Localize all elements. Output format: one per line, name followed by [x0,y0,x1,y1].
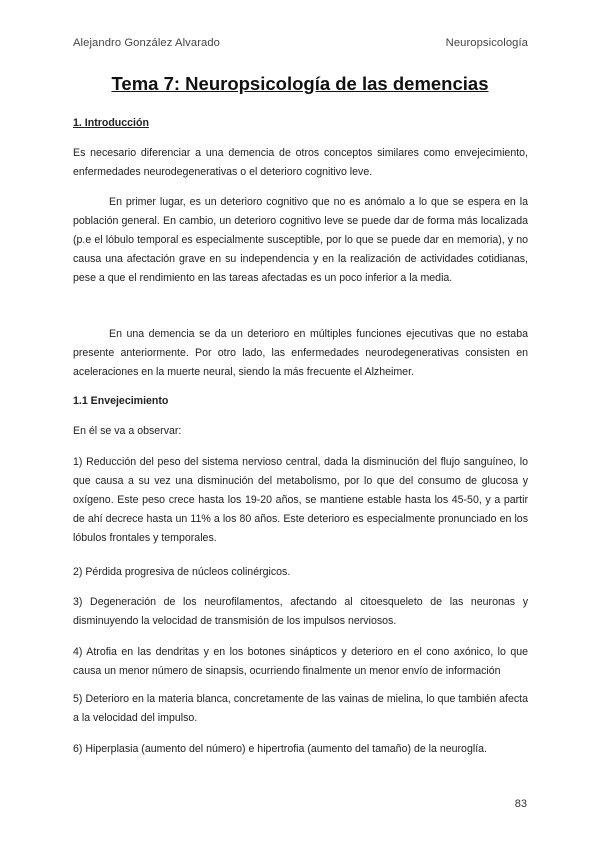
paragraph-intro-2: En primer lugar, es un deterioro cognitivo que no es anómalo a lo que se espera en la población general. En cambio, un deterioro cognitivo leve se puede dar de forma más localizada (p.e el lóbulo temporal es especialmente susceptible, por lo que se puede dar en memoria), y no causa una afectación grave en su independencia y en la realización de actividades cotidianas, pese a que el rendimiento en las tareas afectadas es un poco inferior a la media. [73,196,528,284]
header-subject: Neuropsicología [445,37,528,49]
list-item: 1) Reducción del peso del sistema nervioso central, dada la disminución del flujo sanguíneo, lo que causa a su vez una disminución del metabolismo, por lo que del consumo de glucosa y oxígeno. Este peso crece hasta los 19-20 años, se mantiene estable hasta los 45-50, y a partir de ahí decrece hasta un 11% a los 80 años. Este deterioro es especialmente pronunciado en los lóbulos frontales y temporales. [73,456,528,544]
paragraph-envejecimiento-intro: En él se va a observar: [73,425,182,437]
section-heading-introduccion: 1. Introducción [73,117,149,129]
page-title: Tema 7: Neuropsicología de las demencias [111,73,489,94]
list-item: 6) Hiperplasia (aumento del número) e hipertrofia (aumento del tamaño) de la neuroglía. [73,743,487,755]
page-number: 83 [514,798,527,810]
paragraph-intro-3: En una demencia se da un deterioro en múltiples funciones ejecutivas que no estaba presente anteriormente. Por otro lado, las enfermedades neurodegenerativas consisten en aceleraciones en la muerte neural, siendo la más frecuente el Alzheimer. [73,328,528,378]
list-item: 4) Atrofia en las dendritas y en los botones sinápticos y deterioro en el cono axónico, lo que causa un menor número de sinapsis, ocurriendo finalmente un menor envío de información [73,646,528,677]
list-item: 2) Pérdida progresiva de núcleos colinérgicos. [73,566,291,578]
section-heading-envejecimiento: 1.1 Envejecimiento [73,395,169,407]
list-item: 5) Deterioro en la materia blanca, concretamente de las vainas de mielina, lo que también afecta a la velocidad del impulso. [73,693,528,724]
header-author: Alejandro González Alvarado [73,37,220,49]
paragraph-intro-1: Es necesario diferenciar a una demencia de otros conceptos similares como envejecimiento, enfermedades neurodegenerativas o el deterioro cognitivo leve. [73,147,528,178]
list-item: 3) Degeneración de los neurofilamentos, afectando al citoesqueleto de las neuronas y disminuyendo la velocidad de transmisión de los impulsos nerviosos. [73,596,528,627]
